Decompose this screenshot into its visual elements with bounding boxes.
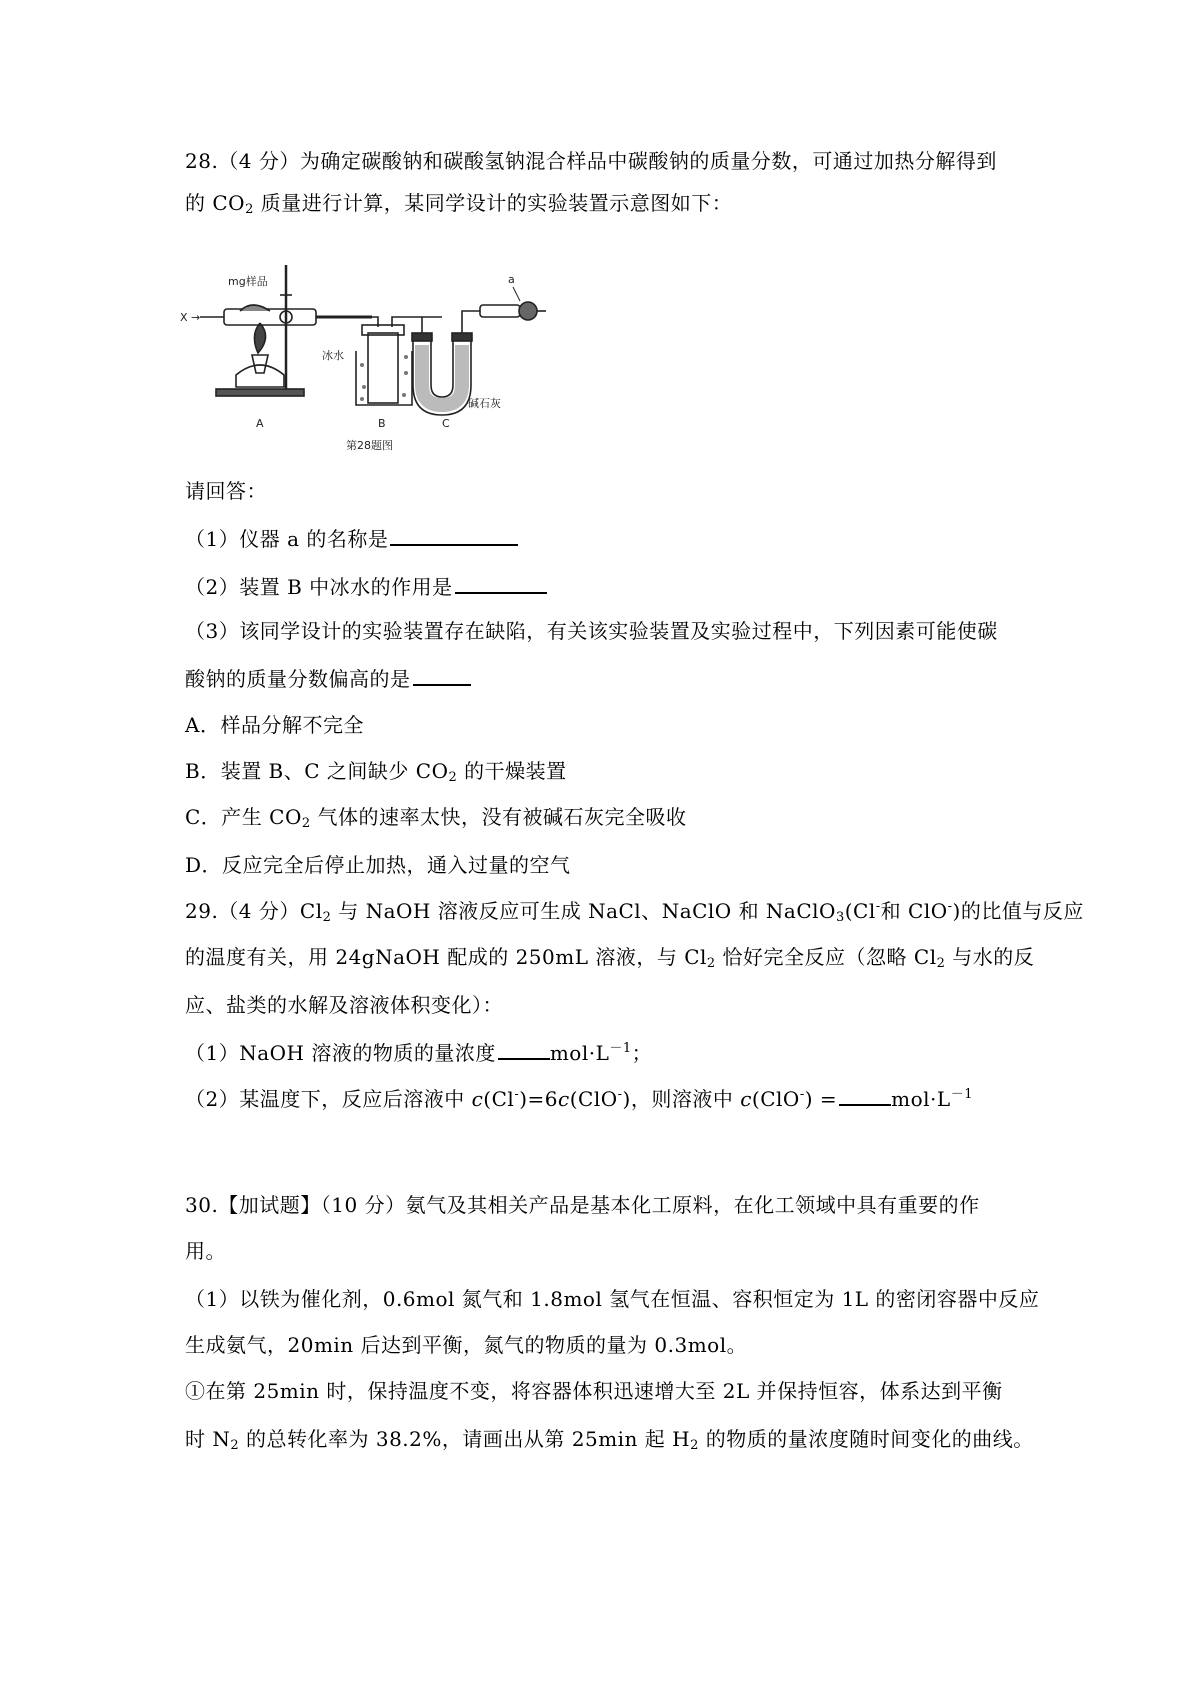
burner-body [236,365,284,387]
label-soda-lime: 碱石灰 [468,397,501,410]
drying-bulb [519,302,537,320]
label-B: B [378,417,386,430]
q28-line1 [185,148,997,174]
q29-sub2-text: （2）某温度下，反应后溶液中 [185,1087,472,1111]
u-tube-plug-right [452,333,472,341]
q28-option-d [185,852,571,878]
label-sample: mg样品 [228,275,268,288]
option-b-text-b: 的干燥装置 [457,759,567,783]
q29-sub2-text: ) = [804,1087,838,1111]
superscript: - [514,1087,520,1102]
q30-line4 [185,1332,747,1358]
subscript: 2 [448,770,458,785]
q29-line1 [185,898,1084,924]
q28-text-2b: 质量进行计算，某同学设计的实验装置示意图如下： [253,191,733,215]
option-b-text-a: B．装置 B、C 之间缺少 CO [185,759,449,783]
q28-option-a [185,712,364,738]
q29-text: 的温度有关，用 24gNaOH 配成的 250mL 溶液，与 Cl [185,945,707,969]
q30-line6 [185,1426,1034,1452]
q30-text: 时 N [185,1427,231,1451]
q29-line3 [185,992,503,1018]
label-A: A [256,417,264,430]
subscript: 2 [936,956,946,971]
subscript: 2 [230,1438,240,1453]
q28-prompt [185,478,267,504]
u-tube-fill [422,345,462,405]
pipe-c-out [462,311,480,333]
label-x: X → [180,311,201,324]
q30-text: ①在第 25min 时，保持温度不变，将容器体积迅速增大至 2L 并保持恒容，体系达到平衡 [185,1379,1003,1403]
q28-text-2a: 的 CO [185,191,246,215]
label-C: C [442,417,450,430]
q29-text: (Cl [844,899,876,923]
u-tube-inner [431,339,453,397]
q30-text: （1）以铁为催化剂，0.6mol 氮气和 1.8mol 氢气在恒温、容积恒定为 1L 的密闭容器中反应 [185,1287,1040,1311]
label-ice-water: 冰水 [322,349,344,362]
italic-c: c [558,1087,570,1111]
unit-text: mol·L [549,1041,610,1065]
sample-pile [240,305,270,311]
stand-base [216,389,304,396]
q30-line1 [185,1192,980,1218]
q30-line5 [185,1378,1003,1404]
option-a-text: A．样品分解不完全 [185,713,364,737]
superscript: - [875,899,881,914]
q29-text: 与 NaOH 溶液反应可生成 NaCl、NaClO 和 NaClO [331,899,836,923]
pointer-a [513,287,520,301]
superscript: - [947,899,953,914]
answer-blank-5[interactable] [839,1084,891,1106]
q30-text: 的物质的量浓度随时间变化的曲线。 [698,1427,1034,1451]
u-flask [368,333,398,403]
q28-sub2 [185,572,547,600]
answer-blank-2[interactable] [455,572,547,594]
q28-option-b [185,758,567,784]
q29-sub2-text: )，则溶液中 [622,1087,741,1111]
subscript: 2 [301,816,311,831]
q30-text: 的总转化率为 38.2%，请画出从第 25min 起 H [239,1427,691,1451]
q28-sub1 [185,524,518,552]
apparatus-diagram [180,255,580,460]
superscript: - [799,1087,805,1102]
q29-sub1-text: （1）NaOH 溶液的物质的量浓度 [185,1041,496,1065]
q29-sub2-text: (Cl [483,1087,515,1111]
superscript: －1 [609,1041,632,1056]
q29-text: 应、盐类的水解及溶液体积变化）： [185,993,503,1017]
q29-text: 恰好完全反应（忽略 Cl [715,945,937,969]
q28-option-c [185,804,687,830]
q29-sub2 [185,1084,973,1112]
italic-c: c [471,1087,484,1111]
q29-text: 和 ClO [880,899,948,923]
q29-sub2-text: )=6 [519,1087,559,1111]
q30-text: 30.【加试题】（10 分）氨气及其相关产品是基本化工原料，在化工领域中具有重要的作 [185,1193,980,1217]
q29-text: 29.（4 分）Cl [185,899,323,923]
subscript: 2 [245,202,254,217]
answer-blank-1[interactable] [390,524,518,546]
option-d-text: D．反应完全后停止加热，通入过量的空气 [185,853,571,877]
burner-neck [252,355,268,373]
q30-line2 [185,1238,226,1264]
q30-line3 [185,1286,1039,1312]
punctuation: ； [631,1041,653,1065]
q28-line2 [185,190,732,216]
unit-text: mol·L [891,1087,951,1111]
answer-blank-4[interactable] [498,1038,550,1060]
q28-sub3-line2 [185,664,471,692]
q28-sub3-line1 [185,618,998,644]
heating-tube [224,309,316,325]
apparatus-figure [180,255,580,460]
q29-line2 [185,944,1034,970]
figure-caption: 第28题图 [346,439,393,452]
q29-text: )的比值与反应 [952,899,1084,923]
subscript: 3 [835,910,845,925]
u-tube-plug-left [412,333,432,341]
q29-sub1 [185,1038,652,1066]
sub3-text-1: （3）该同学设计的实验装置存在缺陷，有关该实验装置及实验过程中，下列因素可能使碳 [185,619,998,643]
italic-c: c [740,1087,752,1111]
q29-sub2-text: (ClO [751,1087,800,1111]
sub3-text-2: 酸钠的质量分数偏高的是 [185,667,411,691]
option-c-text-a: C．产生 CO [185,805,302,829]
drying-tube [480,305,520,317]
flame [254,323,265,353]
q30-text: 用。 [185,1239,226,1263]
label-a: a [508,273,515,286]
q30-text: 生成氨气，20min 后达到平衡，氮气的物质的量为 0.3mol。 [185,1333,748,1357]
q29-sub2-text: (ClO [569,1087,618,1111]
superscript: －1 [950,1087,973,1102]
superscript: - [617,1087,623,1102]
answer-blank-3[interactable] [413,664,471,686]
subscript: 2 [322,910,332,925]
q28-text-1: 28.（4 分）为确定碳酸钠和碳酸氢钠混合样品中碳酸钠的质量分数，可通过加热分解得到 [185,149,997,173]
option-c-text-b: 气体的速率太快，没有被碱石灰完全吸收 [310,805,687,829]
subscript: 2 [706,956,716,971]
sub2-text: （2）装置 B 中冰水的作用是 [185,575,453,599]
prompt-text: 请回答： [185,479,267,503]
q29-text: 与水的反 [945,945,1035,969]
subscript: 2 [690,1438,699,1453]
sub1-text: （1）仪器 a 的名称是 [185,527,389,551]
